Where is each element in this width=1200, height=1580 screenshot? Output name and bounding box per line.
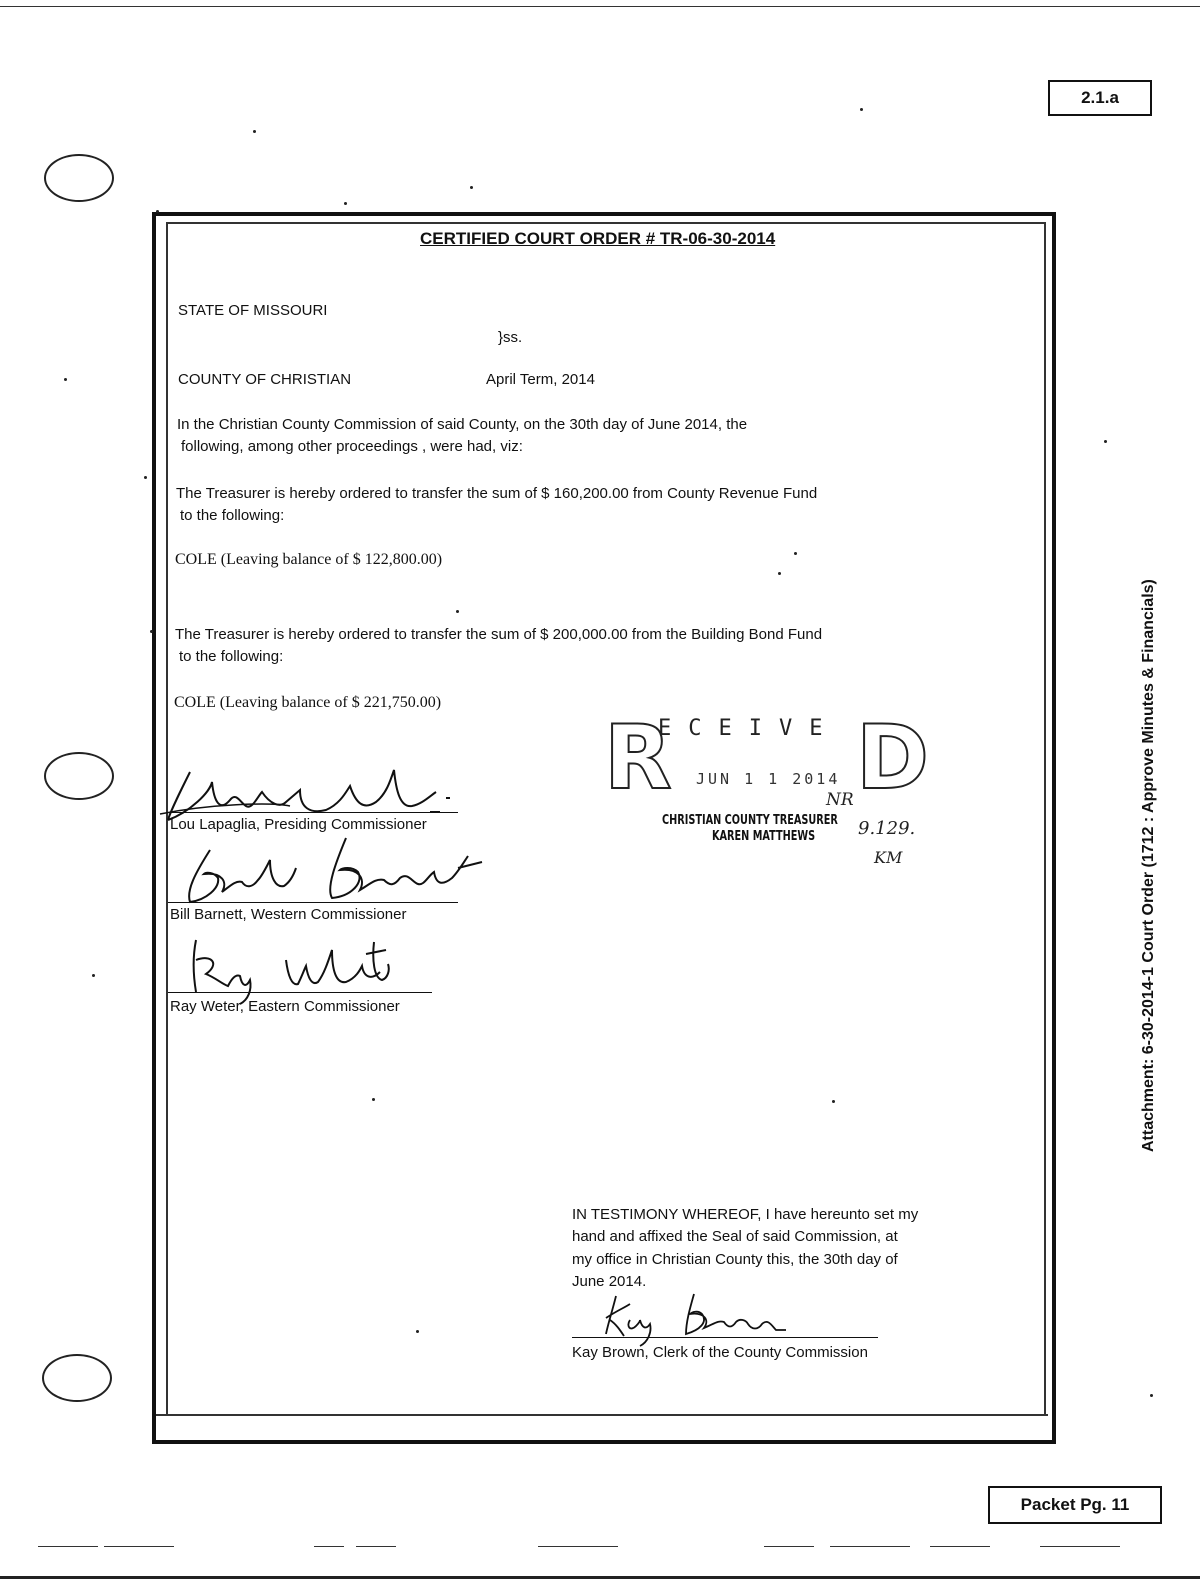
scan-speck — [144, 476, 147, 479]
side-attachment-label: Attachment: 6-30-2014-1 Court Order (1712 : Approve Minutes & Financials) — [1140, 579, 1157, 1152]
scan-dash — [1040, 1546, 1120, 1547]
signatory-3-caption: Ray Weter, Eastern Commissioner — [170, 998, 400, 1015]
scan-dash — [104, 1546, 174, 1547]
page-top-edge — [0, 6, 1200, 7]
stamp-note-sign: KM — [874, 848, 903, 867]
scan-dash — [538, 1546, 618, 1547]
stamp-letter-d: D — [856, 706, 930, 809]
signature-kay-brown — [590, 1290, 810, 1350]
packet-page-label: Packet Pg. 11 — [1020, 1495, 1130, 1514]
signature-line-2 — [168, 902, 458, 903]
scan-dash — [830, 1546, 910, 1547]
transfer-2-balance: COLE (Leaving balance of $ 221,750.00) — [174, 694, 442, 711]
scan-speck — [92, 974, 95, 977]
scan-speck — [470, 186, 473, 189]
signature-line-3 — [168, 992, 432, 993]
scan-speck — [794, 552, 797, 555]
testimony-line-1: IN TESTIMONY WHEREOF, I have hereunto set my — [572, 1206, 919, 1223]
testimony-line-4: June 2014. — [572, 1273, 647, 1290]
signature-bill-barnett — [166, 832, 496, 912]
testimony-line-3: my office in Christian County this, the 30th day of — [572, 1251, 898, 1268]
order-title: CERTIFIED COURT ORDER # TR-06-30-2014 — [420, 229, 776, 248]
signatory-2-caption: Bill Barnett, Western Commissioner — [170, 906, 407, 923]
signatory-1-caption: Lou Lapaglia, Presiding Commissioner — [170, 816, 427, 833]
scan-speck — [860, 108, 863, 111]
scan-speck — [372, 1098, 375, 1101]
scan-speck — [344, 202, 347, 205]
stamp-name: KAREN MATTHEWS — [712, 828, 816, 844]
scan-speck — [456, 610, 459, 613]
stamp-treasurer: CHRISTIAN COUNTY TREASURER — [662, 812, 838, 828]
intro-line-1: In the Christian County Commission of said County, on the 30th day of June 2014, the — [177, 416, 748, 433]
scan-speck — [832, 1100, 835, 1103]
scan-dash — [764, 1546, 814, 1547]
document-frame-inner-bottom — [156, 1414, 1048, 1416]
tag-label: 2.1.a — [1081, 88, 1119, 107]
stamp-date: JUN 1 1 2014 — [696, 770, 841, 788]
stamp-middle-letters: ECEIVE — [658, 716, 840, 741]
stamp-note-initials: NR — [826, 790, 854, 810]
scan-speck — [156, 210, 159, 213]
packet-page-box — [988, 1486, 1162, 1524]
transfer-1-line-1: The Treasurer is hereby ordered to transfer the sum of $ 160,200.00 from County Revenue Fund — [176, 485, 818, 502]
transfer-2-line-2: to the following: — [179, 648, 284, 665]
scan-speck — [253, 130, 256, 133]
venue-state: STATE OF MISSOURI — [178, 302, 328, 319]
scan-speck — [150, 630, 153, 633]
scan-dash — [356, 1546, 396, 1547]
venue-ss: }ss. — [498, 329, 523, 346]
binder-hole-top — [44, 154, 114, 202]
testimony-line-2: hand and affixed the Seal of said Commission, at — [572, 1228, 898, 1245]
stamp-note-number: 9.129. — [858, 818, 916, 839]
scan-speck — [1104, 440, 1107, 443]
venue-county: COUNTY OF CHRISTIAN — [178, 371, 352, 388]
scan-speck — [416, 1330, 419, 1333]
signature-line-clerk — [572, 1337, 878, 1338]
transfer-2-line-1: The Treasurer is hereby ordered to transfer the sum of $ 200,000.00 from the Building Bond Fund — [175, 626, 823, 643]
scan-dash — [930, 1546, 990, 1547]
intro-line-2: following, among other proceedings , were had, viz: — [181, 438, 523, 455]
page-bottom-edge — [0, 1576, 1200, 1579]
scan-speck — [778, 572, 781, 575]
signature-line-1 — [168, 812, 458, 813]
scan-speck — [1150, 1394, 1153, 1397]
binder-hole-bottom — [42, 1354, 112, 1402]
binder-hole-middle — [44, 752, 114, 800]
scan-speck — [64, 378, 67, 381]
stamp-letter-r: R — [604, 706, 672, 809]
clerk-caption: Kay Brown, Clerk of the County Commission — [572, 1344, 868, 1361]
scan-dash — [38, 1546, 98, 1547]
scan-dash — [314, 1546, 344, 1547]
tag-box — [1048, 80, 1152, 116]
transfer-1-balance: COLE (Leaving balance of $ 122,800.00) — [175, 551, 443, 568]
venue-term: April Term, 2014 — [486, 371, 595, 388]
transfer-1-line-2: to the following: — [180, 507, 285, 524]
